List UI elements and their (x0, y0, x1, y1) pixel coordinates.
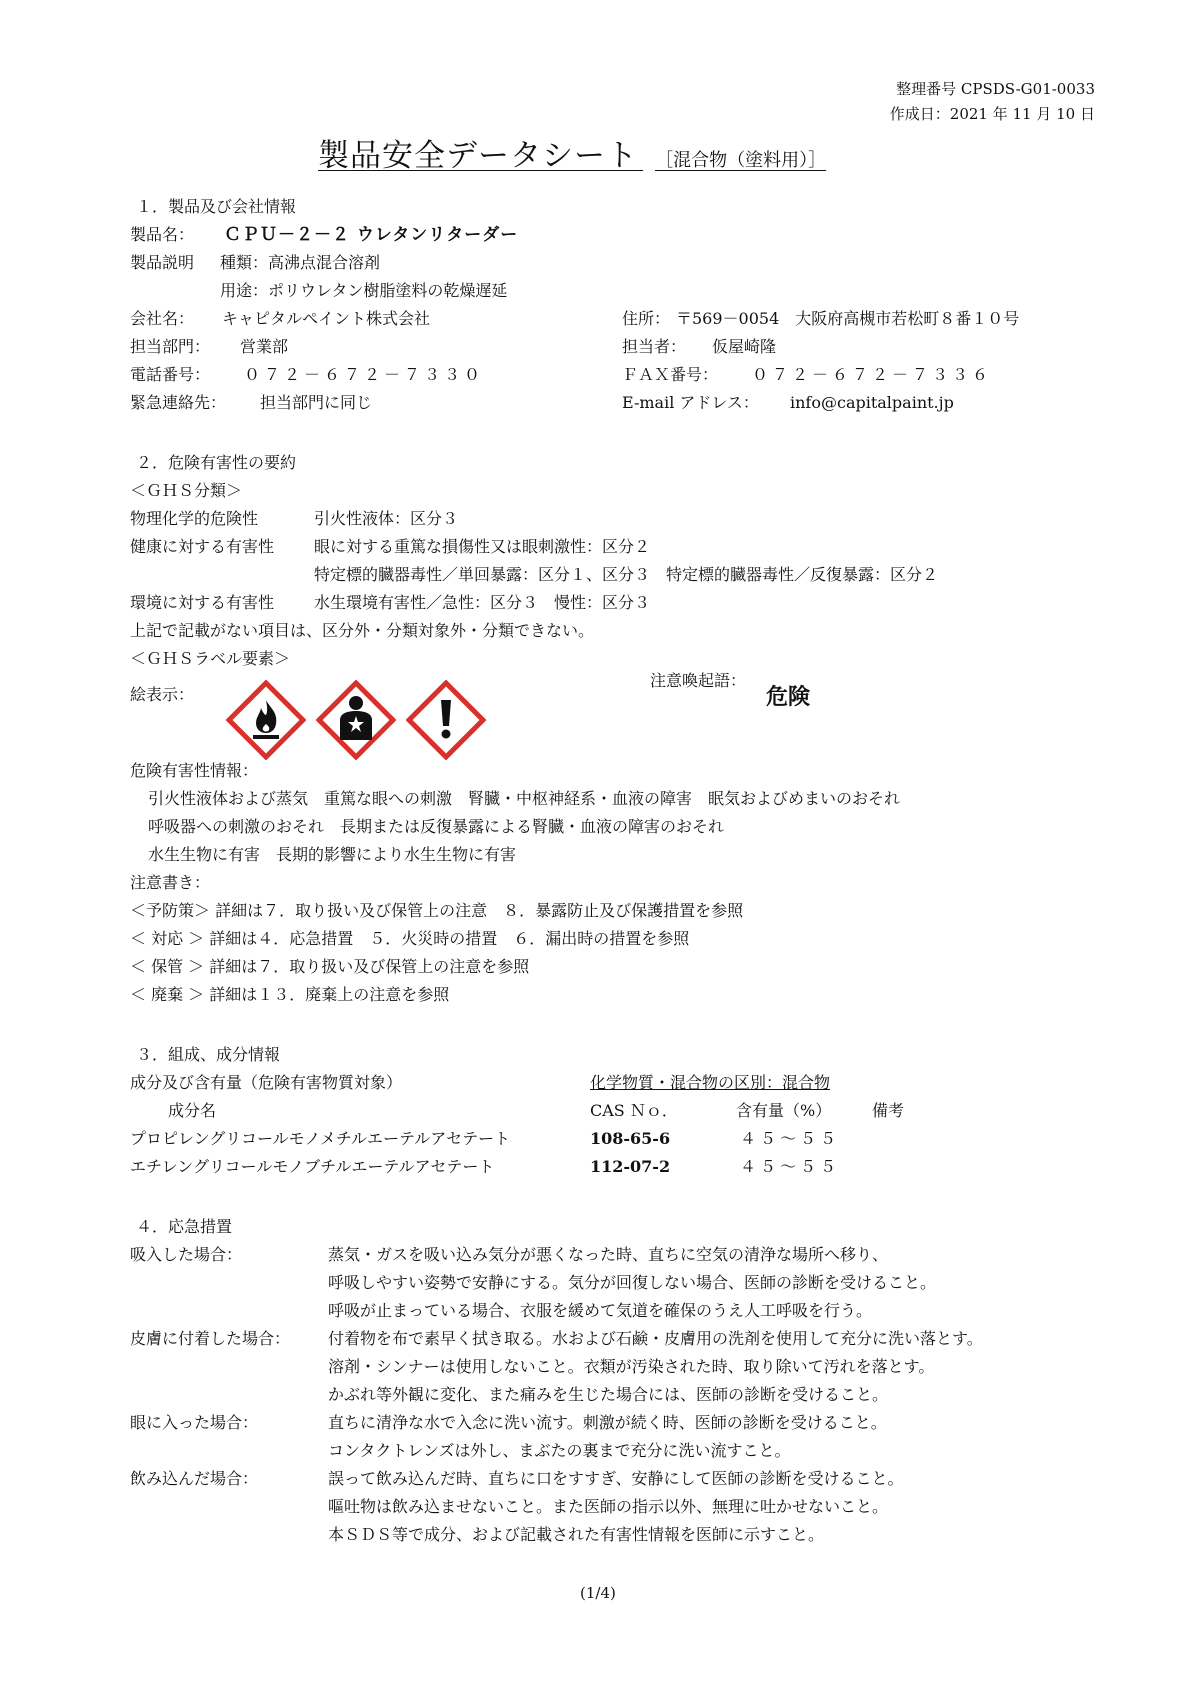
label-elements-heading: ＜ＧＨＳラベル要素＞ (130, 649, 291, 668)
s4-heading: ４．応急措置 (136, 1217, 233, 1236)
substance-category: 化学物質・混合物の区別：混合物 (590, 1073, 831, 1092)
component-cas: 108-65-6 (590, 1129, 671, 1148)
precaution-statement: ＜予防策＞ 詳細は７．取り扱い及び保管上の注意 ８．暴露防止及び保護措置を参照 (130, 901, 744, 920)
doc-number: 整理番号 CPSDS-G01-0033 (896, 80, 1095, 98)
exclamation-icon (406, 680, 486, 760)
created-value: 2021 年 11 月 10 日 (949, 105, 1095, 123)
precaution-statement: ＜ 廃棄 ＞ 詳細は１３．廃棄上の注意を参照 (130, 985, 450, 1004)
dept-label: 担当部門： (130, 337, 211, 356)
phys-label: 物理化学的危険性 (130, 509, 259, 528)
hazard-info-label: 危険有害性情報： (130, 761, 259, 780)
email-label: E-mail アドレス： (622, 393, 759, 412)
first-aid-line: かぶれ等外観に変化、また痛みを生じた場合には、医師の診断を受けること。 (328, 1385, 889, 1404)
eye-label: 眼に入った場合： (130, 1413, 259, 1432)
env-hazard: 水生環境有害性／急性：区分３ 慢性：区分３ (314, 593, 651, 612)
first-aid-line: コンタクトレンズは外し、まぶたの裏まで充分に洗い流すこと。 (328, 1441, 791, 1460)
hazard-statement: 水生生物に有害 長期的影響により水生生物に有害 (148, 845, 517, 864)
precaution-statement: ＜ 保管 ＞ 詳細は７．取り扱い及び保管上の注意を参照 (130, 957, 530, 976)
company-label: 会社名： (130, 309, 195, 328)
phys-hazard: 引火性液体：区分３ (314, 509, 459, 528)
classification-note: 上記で記載がない項目は、区分外・分類対象外・分類できない。 (130, 621, 595, 640)
col-name: 成分名 (168, 1101, 217, 1120)
page-title (318, 136, 826, 176)
s2-heading: ２．危険有害性の要約 (136, 453, 297, 472)
env-label: 環境に対する有害性 (130, 593, 275, 612)
first-aid-line: 誤って飲み込んだ時、直ちに口をすすぎ、安静にして医師の診断を受けること。 (328, 1469, 904, 1488)
first-aid-line: 呼吸が止まっている場合、衣服を緩めて気道を確保のうえ人工呼吸を行う。 (328, 1301, 873, 1320)
company-name: キャピタルペイント株式会社 (222, 309, 431, 328)
tel-label: 電話番号： (130, 365, 211, 384)
col-note: 備考 (872, 1101, 905, 1120)
precaution-statement: ＜ 対応 ＞ 詳細は４．応急措置 ５．火災時の措置 ６．漏出時の措置を参照 (130, 929, 690, 948)
signal-word: 危険 (766, 685, 811, 710)
component-name: プロピレングリコールモノメチルエーテルアセテート (130, 1129, 511, 1148)
page-number: (1/4) (580, 1584, 616, 1602)
first-aid-line: 本ＳＤＳ等で成分、および記載された有害性情報を医師に示すこと。 (328, 1525, 825, 1544)
first-aid-line: 呼吸しやすい姿勢で安静にする。気分が回復しない場合、医師の診断を受けること。 (328, 1273, 937, 1292)
person-label: 担当者： (622, 337, 687, 356)
component-content: ４５～５５ (740, 1157, 841, 1176)
first-aid-line: 溶剤・シンナーは使用しないこと。衣類が汚染された時、取り除いて汚れを落とす。 (328, 1357, 935, 1376)
health-label: 健康に対する有害性 (130, 537, 275, 556)
dept: 営業部 (240, 337, 289, 356)
product-label: 製品名： (130, 225, 195, 244)
tel: ０７２－６７２－７３３０ (244, 365, 485, 384)
s1-heading: １．製品及び会社情報 (136, 197, 297, 216)
health-hazard-1: 眼に対する重篤な損傷性又は眼刺激性：区分２ (314, 537, 651, 556)
first-aid-line: 蒸気・ガスを吸い込み気分が悪くなった時、直ちに空気の清浄な場所へ移り、 (328, 1245, 889, 1264)
precaution-label: 注意書き： (130, 873, 211, 892)
content-label: 成分及び含有量（危険有害物質対象） (130, 1073, 403, 1092)
product-use: 用途：ポリウレタン樹脂塗料の乾燥遅延 (220, 281, 508, 300)
skin-label: 皮膚に付着した場合： (130, 1329, 291, 1348)
col-content: 含有量（%） (736, 1101, 832, 1120)
inhalation-label: 吸入した場合： (130, 1245, 243, 1264)
ingestion-label: 飲み込んだ場合： (130, 1469, 259, 1488)
product-type: 種類：高沸点混合溶剤 (220, 253, 381, 272)
component-content: ４５～５５ (740, 1129, 841, 1148)
product-name: ＣＰＵ－２－２ ウレタンリターダー (224, 225, 519, 245)
person: 仮屋崎隆 (712, 337, 777, 356)
emergency-label: 緊急連絡先： (130, 393, 227, 412)
col-cas: CAS Ｎｏ． (590, 1101, 678, 1120)
title-main: 製品安全データシート (318, 138, 638, 174)
desc-label: 製品説明 (130, 253, 195, 272)
title-sub: ［混合物（塗料用）］ (655, 150, 827, 171)
flame-icon (226, 680, 306, 760)
address-label: 住所： (622, 309, 671, 328)
emergency: 担当部門に同じ (260, 393, 373, 412)
created-date (890, 103, 1095, 125)
first-aid-line: 付着物を布で素早く拭き取る。水および石鹸・皮膚用の洗剤を使用して充分に洗い落とす。 (328, 1329, 983, 1348)
fax-label: ＦＡＸ番号： (622, 365, 719, 384)
hazard-statement: 引火性液体および蒸気 重篤な眼への刺激 腎臓・中枢神経系・血液の障害 眠気およびめまいのおそれ (148, 789, 901, 808)
component-name: エチレングリコールモノブチルエーテルアセテート (130, 1157, 495, 1176)
component-cas: 112-07-2 (590, 1157, 671, 1176)
health-hazard-icon (316, 680, 396, 760)
health-hazard-2: 特定標的臓器毒性／単回暴露：区分１、区分３ 特定標的臓器毒性／反復暴露：区分２ (314, 565, 939, 584)
hazard-statement: 呼吸器への刺激のおそれ 長期または反復暴露による腎臓・血液の障害のおそれ (148, 817, 725, 836)
signal-label: 注意喚起語： (650, 671, 747, 690)
first-aid-line: 直ちに清浄な水で入念に洗い流す。刺激が続く時、医師の診断を受けること。 (328, 1413, 887, 1432)
address: 〒569－0054 大阪府高槻市若松町８番１０号 (676, 309, 1020, 328)
ghs-class-heading: ＜ＧＨＳ分類＞ (130, 481, 243, 500)
fax: ０７２－６７２－７３３６ (752, 365, 993, 384)
email: info@capitalpaint.jp (790, 393, 954, 412)
pictogram-label: 絵表示： (130, 685, 195, 704)
first-aid-line: 嘔吐物は飲み込ませないこと。また医師の指示以外、無理に吐かせないこと。 (328, 1497, 889, 1516)
created-label: 作成日： (889, 105, 950, 123)
s3-heading: ３．組成、成分情報 (136, 1045, 281, 1064)
